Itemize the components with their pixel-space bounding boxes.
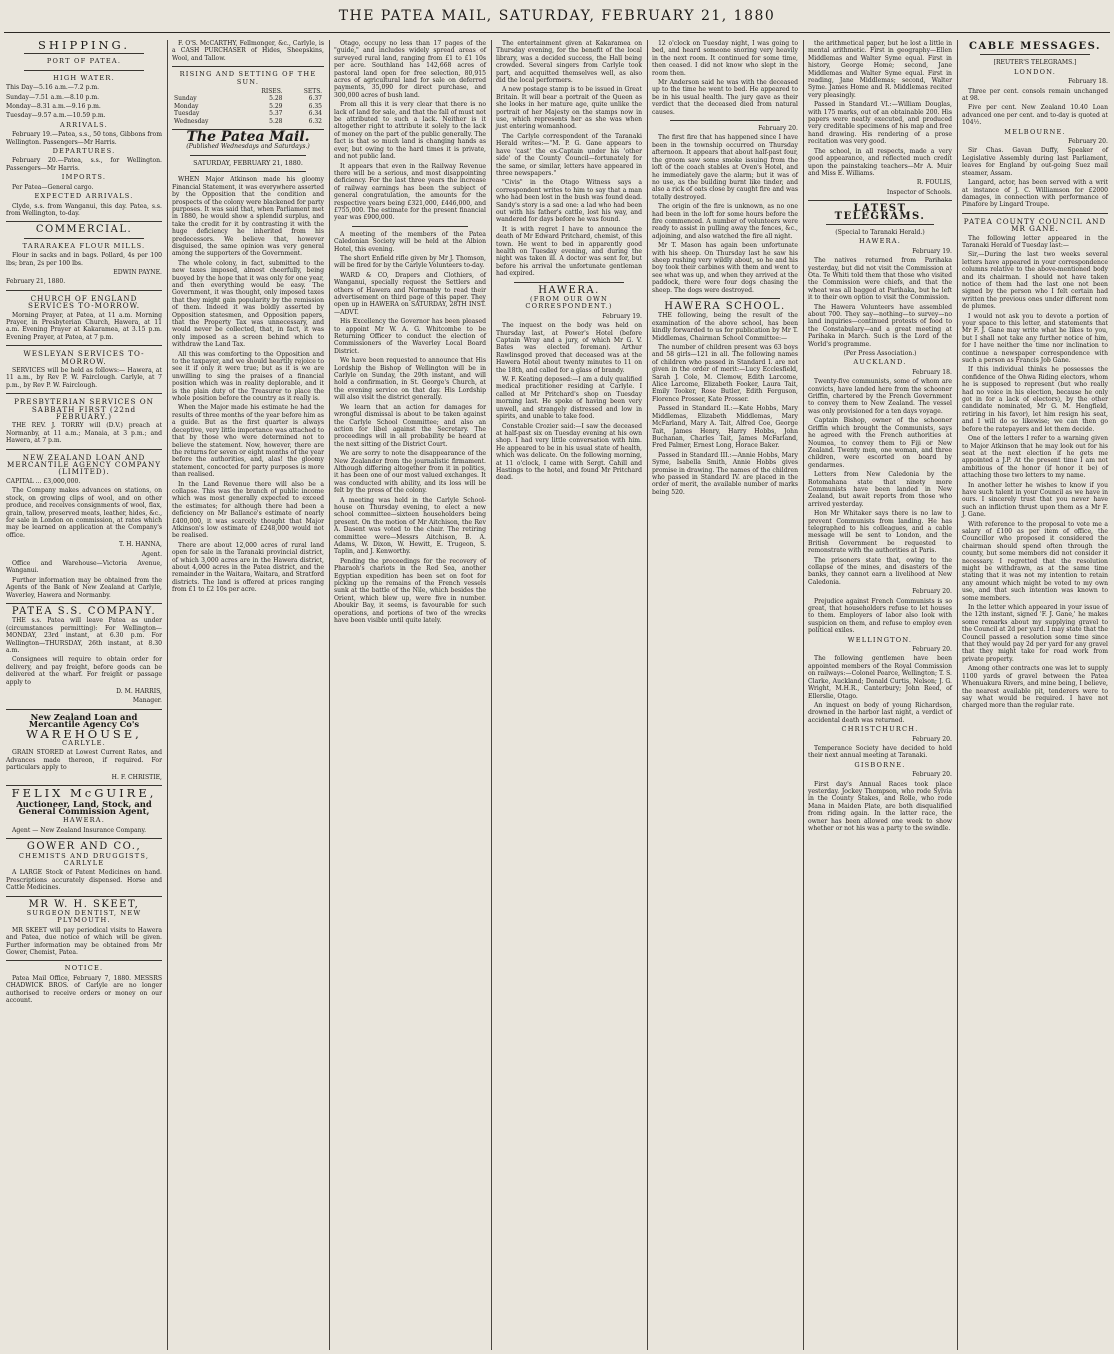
news-date: February 20.	[912, 771, 952, 779]
column-2	[168, 40, 328, 1350]
news-item: We learn that an action for damages for wrongful dismissal is about to be taken against the Carlyle School Committee; and also an action for libel against the Secretary. The proceedings will in all probability be heard at the next sitting of the District Court.	[334, 403, 486, 448]
presbyterian-text: THE REV. J. TORRY will (D.V.) preach at Normanby, at 11 a.m.; Manaia, at 3 p.m.; and Hawera, at 7 p.m.	[6, 422, 162, 445]
news-date: February 18.	[912, 368, 952, 376]
news-date: February 20.	[912, 646, 952, 654]
letter-paragraph: Sir,—During the last two weeks several letters have appeared in your correspondence columns relative to the above-mentioned body and its chairman. I should not have taken notice of them had the last one not been signed by the person who I felt certain had written the previous ones under different nom de plumes.	[962, 251, 1108, 311]
nz-loan-text: The Company makes advances on stations, on stock, on growing clips of wool, and on other produce, and receives consignments of wool, flax, grain, tallow, preserved meats, leather, hides, &c., for sale in London on commission, at rates which may be learned on application at the Company's office.	[6, 487, 163, 539]
divider	[6, 896, 162, 897]
divider	[826, 224, 934, 225]
news-item: His Excellency the Governor has been pleased to appoint Mr W. A. G. Whitcombe to be Returning Officer to conduct the election of Commissioners of the Waverley Local Board District.	[334, 318, 486, 355]
patea-ss-signature: D. M. HARRIS,	[116, 688, 162, 696]
news-item: The Hawera Volunteers have assembled about 700. They say—nothing—to survey—no land inquiries—continued protests of food to the Constabulary—and a great meeting at Parihaka in March. Such is the Lord of the World's programme.	[808, 303, 952, 348]
cable-subheading: [REUTER'S TELEGRAMS.]	[993, 59, 1077, 67]
news-item: Mr Anderson said he was with the deceased up to the time he went to bed. He appeared to be in his usual health. The jury gave as their verdict that the deceased died from natural causes.	[652, 79, 798, 116]
divider	[190, 171, 306, 172]
news-item: W. F. Keating deposed:—I am a duly qualified medical practitioner residing at Carlyle. I called at Mr Pritchard's shop on Tuesday morning last. He spoke of having been very unwell, and strangely distressed and low in spirits, and unable to take food.	[496, 376, 642, 421]
news-item: 12 o'clock on Tuesday night, I was going to bed, and heard someone snoring very heavily in the next room. It continued for some time, then ceased. I did not know who slept in the room then.	[652, 40, 798, 77]
news-item: Hon Mr Whitaker says there is no law to prevent Communists from landing. He has telegraphed to his colleagues, and a cable message will be sent to London, and the British Government be requested to remonstrate with the authorities at Paris.	[808, 510, 952, 555]
grain-signature: H. F. CHRISTIE,	[111, 773, 162, 781]
flour-signature: EDWIN PAYNE.	[113, 268, 162, 276]
nz-loan-more: Further information may be obtained from the Agents of the Bank of New Zealand at Carlyle, Waverley, Hawera and Normanby.	[6, 576, 162, 599]
news-item: Pending the proceedings for the recovery of Pharaoh's chariots in the Red Sea, another Egyptian expedition has been set on foot for picking up the remains of the French vessels sunk at the battle of the Nile, which besides the Orient, which blew up, were five in number. Aboukir Bay, it seems, is favourable for such operations, and portions of two of the wrecks have been visible until quite lately.	[334, 557, 486, 625]
inspector-signature: R. FOULIS,	[916, 179, 952, 187]
skeet-subheading: SURGEON DENTIST, NEW PLYMOUTH.	[26, 908, 142, 925]
skeet-heading: MR W. H. SKEET,	[28, 898, 140, 910]
table-header	[172, 88, 240, 95]
letter-paragraph: If this individual thinks he possesses the confidence of the Ohwa Riding electors, whom he is supposed to represent (but who really had no voice in his election, because he only got in for a lack of electors), by the other candidate nominated, Mr G. M. Hengfield, retiring in his favor), let him resign his seat, and I will do so likewise; we can then go before the ratepayers and let them decide.	[962, 366, 1108, 433]
news-item: Prejudice against French Communists is so great, that householders refuse to let houses to them. Employers of labor also look with suspicion on them, and refuse to employ even political exiles.	[808, 597, 952, 635]
news-item: The Carlyle correspondent of the Taranaki Herald writes:—"M. P. G. Gane appears to have 'cast' the ex-Captain under his 'other side' of the County Council—fortunately for the same, or similar, letters have appeared in three newspapers."	[496, 132, 642, 177]
mccarthy-advert: F. O'S. McCARTHY, Fellmonger, &c., Carlyle, is a CASH PURCHASER of Hides, Sheepskins, Wool, and Tallow.	[172, 40, 324, 62]
article-paragraph: From all this it is very clear that there is no lack of land for sale, and that the fall of must not be attributed to such a lack. Neither is it altogether right to attribute it solely to the lack of money on the part of the public generally. The fact is that so much land is changing hands as ever, but owing to the hard times it is private, and not public land.	[334, 101, 486, 161]
news-item: Constable Crozier said:—I saw the deceased at half-past six on Tuesday evening at his own shop. I had very little conversation with him. He appeared to be in his usual state of health, which was delicate. On the following morning, at 11 o'clock, I came with Sergt. Cahill and Hastings to the hotel, and found Mr Pritchard dead.	[496, 422, 642, 482]
news-item: An inquest on body of young Richardson, drowned in the harbor last night, a verdict of accidental death was returned.	[808, 701, 952, 724]
news-item: Langard, actor, has been served with a writ at instance of J. C. Williamson for £2000 damages, in connection with performance of Pinafore by Lingard Troupe.	[962, 179, 1108, 209]
divider	[6, 345, 162, 346]
port-heading: PORT OF PATEA.	[46, 57, 122, 66]
hawera-heading: HAWERA.	[538, 284, 600, 296]
sun-table	[172, 88, 324, 125]
nz-loan-warehouse-heading: New Zealand Loan and Mercantile Agency Co's	[28, 711, 140, 730]
nz-loan-capital: CAPITAL ... £3,000,000.	[6, 477, 81, 485]
column-6	[804, 40, 956, 1350]
high-water-heading: HIGH WATER.	[53, 73, 115, 82]
nz-loan-signature: T. H. HANNA,	[119, 541, 162, 549]
letter-paragraph: In another letter he wishes to know if you have such talent in your Council as we have in ours. I sincerely trust that you never have such an infliction thrust upon them as a Mr F. J. Gane.	[962, 481, 1108, 519]
high-water-line: Tuesday—9.57 a.m.—10.59 p.m.	[6, 112, 106, 120]
news-item: Temperance Society have decided to hold their next annual meeting at Taranaki.	[808, 744, 952, 760]
table-cell: Sunday	[174, 95, 197, 103]
column-7	[958, 40, 1112, 1350]
felix-heading: FELIX McGUIRE,	[11, 786, 157, 801]
news-date: February 19.	[912, 247, 952, 255]
paper-subtitle: (Published Wednesdays and Saturdays.)	[186, 143, 310, 151]
table-cell: 5.28	[269, 95, 283, 103]
divider	[6, 709, 162, 710]
expected-text: Clyde, s.s. from Wanganui, this day. Patea, s.s. from Wellington, to-day.	[6, 202, 162, 217]
news-item: We have been requested to announce that His Lordship the Bishop of Wellington will be in Carlyle on Sunday, the 29th instant, and will hold a confirmation, in St. George's Church, at the evening service on that day. His Lordship will also visit the district generally.	[334, 357, 486, 402]
news-item: WARD & CO, Drapers and Clothiers, of Wanganui, specially request the Settlers and others of Hawera and Normanby to read their advertisement on third page of this paper. They open up in HAWERA on SATURDAY, 28TH INST.—ADVT.	[334, 271, 486, 316]
divider	[24, 238, 144, 239]
table-cell: 6.37	[308, 95, 322, 103]
divider	[670, 120, 780, 121]
table-row	[172, 110, 324, 117]
table-row	[172, 103, 324, 110]
divider	[980, 54, 1090, 55]
hawera-date: February 19.	[602, 312, 642, 320]
telegrams-heading: LATEST TELEGRAMS.	[834, 203, 926, 222]
news-item: "Civis" in the Otago Witness says a correspondent writes to him to say that a man who had been lost in the bush was found dead. Sandy's story is a sad one: a lad who had been out with his father's cattle, lost his way, and wandered for days before he was found.	[496, 179, 642, 224]
divider	[670, 298, 780, 299]
news-item: The short Enfield rifle given by Mr J. Thomson, will be fired for by the Carlyle Volunteers to-day.	[334, 254, 486, 270]
table-cell: 6.35	[308, 102, 322, 110]
divider	[24, 70, 144, 71]
news-item: The following gentlemen have been appointed members of the Royal Commission on railways:—Colonel Pearce, Wellington; T. S. Clarke, Auckland; Donald Curtis, Nelson; J. G. Wright, M.H.R., Canterbury; John Reed, of Ellerslie, Otago.	[808, 655, 952, 700]
nz-loan-signature-title: Agent.	[141, 550, 162, 558]
hawera-subheading: (FROM OUR OWN CORRESPONDENT.)	[525, 295, 613, 311]
divider	[24, 53, 144, 54]
patea-ss-signature-title: Manager.	[132, 697, 162, 705]
table-cell: Tuesday	[174, 110, 200, 118]
masthead: THE PATEA MAIL, SATURDAY, FEBRUARY 21, 1880	[338, 8, 776, 24]
divider	[6, 960, 162, 961]
leader-paragraph: There are about 12,000 acres of rural land open for sale in the Taranaki provincial district, of which 3,000 acres are in the Hawera district, about 4,000 acres in the Patea district, and the remainder in the Waitara, Waitara, and Stratford districts. The land is offered at prices ranging from £1 to £2 10s per acre.	[172, 541, 324, 594]
hawera-heading: HAWERA.	[858, 237, 902, 246]
leader-paragraph: WHEN Major Atkinson made his gloomy Financial Statement, it was everywhere asserted by the Opposition that the condition and prospects of the colony were blackened for party purposes. It was said that, when Parliament met in 1880, he would show a splendid surplus, and take the credit for it by contrasting it with the huge deficiency he inherited from his predecessors. We believe that, however disguised, the same opinion was very general among the supporters of the Government.	[172, 176, 324, 258]
patea-ss-more: Consignees will require to obtain order for delivery, and pay freight, before goods can be delivered at the wharf. For freight or passage apply to	[6, 656, 162, 686]
news-item: It is with regret I have to announce the death of Mr Edward Pritchard, chemist, of this town. He went to bed in apparently good health on Tuesday evening, and during the night was taken ill. A doctor was sent for, but before his arrival the unfortunate gentleman had expired.	[496, 225, 642, 278]
church-text: Morning Prayer, at Patea, at 11 a.m. Morning Prayer, in Presbyterian Church, Hawera, at 11 a.m. Evening Prayer at Kakaramea, at 3.15 p.m. Evening Prayer, at Patea, at 7 p.m.	[6, 311, 162, 341]
telegrams-subheading: (Special to Taranaki Herald.)	[835, 228, 925, 236]
auckland-heading: AUCKLAND.	[853, 358, 907, 367]
patea-ss-text: THE s.s. Patea will leave Patea as under (circumstances permitting): For Wellington—MONDAY, 23rd instant, at 6.30 p.m. For Wellington—THURSDAY, 26th instant, at 8.30 a.m.	[6, 617, 162, 654]
news-item: THE following, being the result of the examination of the above school, has been kindly forwarded to us for publication by Mr T. Middlemas, Chairman School Committee:—	[652, 312, 798, 342]
divider	[172, 66, 324, 67]
commercial-heading: COMMERCIAL.	[35, 224, 133, 236]
news-item: A meeting of the members of the Patea Caledonian Society will be held at the Albion Hotel, this evening.	[334, 230, 486, 253]
skeet-text: MR SKEET will pay periodical visits to Hawera and Patea, due notice of which will be given. Further information may be obtained from Mr Gower, Chemist, Patea.	[6, 926, 162, 956]
patea-ss-heading: PATEA S.S. COMPANY.	[11, 605, 157, 617]
divider	[6, 838, 162, 839]
high-water-line: Monday—8.31 a.m.—9.16 p.m.	[6, 103, 101, 111]
divider	[6, 290, 162, 291]
paper-title: The Patea Mail.	[186, 129, 310, 146]
divider	[514, 282, 624, 283]
warehouse-heading: WAREHOUSE,	[26, 726, 142, 741]
divider	[808, 200, 952, 201]
news-item: Passed in Standard III.:—Annie Hobbs, Mary Syme, Isabella Smith, Annie Hobbs gives promise in drawing. The names of the children who passed in Standard IV. are placed in the order of merit, the available number of marks being 520.	[652, 451, 798, 496]
letter-paragraph: The following letter appeared in the Taranaki Herald of Tuesday last:—	[962, 234, 1108, 249]
news-item: Letters from New Caledonia by the Rotomahana state that ninety more Communists have been landed in New Zealand, but await reports from those who arrived yesterday.	[808, 471, 952, 508]
felix-agent: Agent — New Zealand Insurance Company.	[12, 826, 147, 834]
news-item: The number of children present was 63 boys and 58 girls—121 in all. The following names of children who passed in Standard I. are not given in the order of merit:—Lucy Ecclesfield, Sarah J. Cole, M. Clemow, Edith Larcome, Alice Larcome, Elizabeth Fooker, Laura Tait, Emily Tooker, Rose Butler, Edith Ferguson, Florence Prosser, Kate Prosser.	[652, 344, 798, 403]
nz-loan-heading: NEW ZEALAND LOAN AND MERCANTILE AGENCY COMPANY (LIMITED).	[6, 452, 162, 477]
arrivals-text: February 19.—Patea, s.s., 50 tons, Gibbons from Wellington. Passengers—Mr Harris.	[6, 131, 162, 146]
letter-paragraph: One of the letters I refer to a warning given to Major Atkinson that he may look out for his seat at the next election if he gets me appointed a J.P. At the present time I am not ambitious of the honor (if honor it be) of attaching those two letters to my name.	[962, 435, 1108, 480]
letter-paragraph: With reference to the proposal to vote me a salary of £100 as per item of office, the Councillor who proposed it considered the chairman should spend often through the county, but some members did not consider it necessary. I regretted that the resolution might be withdrawn, as at the same time stating that it was not my intention to retain any amount which might be voted to my own use, and that such intention was known to some members.	[962, 520, 1108, 602]
divider	[6, 221, 162, 222]
news-item: The first fire that has happened since I have been in the township occurred on Thursday afternoon. It appears that about half-past four, the groom saw some smoke issuing from the loft of the coach stables at Oven's Hotel, and he immediately gave the alarm; but it was of no use, as the building burnt like tinder, and also a rick of oats close by caught fire and was totally destroyed.	[652, 134, 798, 201]
gisborne-heading: GISBORNE.	[854, 760, 906, 769]
gower-text: A LARGE Stock of Patent Medicines on hand. Prescriptions accurately dispensed. Horse and Cattle Medicines.	[6, 869, 162, 892]
flour-heading: TARARAKEA FLOUR MILLS.	[22, 241, 146, 250]
divider	[6, 393, 162, 394]
news-item: Twenty-five communists, some of whom are convicts, have landed here from the schooner Griffin, chartered by the French Government to convey them to New Zealand. The vessel was only provisioned for a ten days voyage.	[808, 378, 952, 415]
divider	[190, 155, 306, 156]
article-paragraph: Otago, occupy no less than 17 pages of the "guide," and includes widely spread areas of surveyed rural land, ranging from £1 to £1 10s per acre. Southland has 142,668 acres of pastoral land open for free selection, 80,915 acres of agricultural land for sale on deferred payments, 35,090 for direct purchase, and 300,000 acres of bush land.	[334, 40, 486, 99]
news-item: Passed in Standard VI.:—William Douglas, with 175 marks, out of an obtainable 200. His papers were neatly executed, and produced very creditable specimens of his map and free hand drawing. His rendering of a prose recitation was very good.	[808, 101, 952, 146]
news-item: Passed in Standard II.:—Kate Hobbs, Mary Middlemas, Elizabeth Middlemas, Mary McFarland, Mary A. Tait, Alfred Coe, George Tait, James Henry, Harry Hobbs, John Buchanan, Charles Tait, James McFarland, Fred Palmer, Ernest Long, Horace Baker.	[652, 405, 798, 450]
departures-text: February 20.—Patea, s.s., for Wellington. Passengers—Mr Harris.	[6, 157, 162, 172]
sun-table-heading: RISING AND SETTING OF THE SUN.	[179, 70, 317, 86]
news-date: February 20.	[758, 125, 798, 133]
letter-paragraph: Among other contracts one was let to supply 1100 yards of gravel between the Patea Whenuakura Rivers, and mine being, I believe, the nearest available pit, tenderers were to say what would be required. I have not charged more than the regular rate.	[962, 665, 1108, 710]
news-item: Captain Bishop, owner of the schooner Griffin which brought the Communists, says he agreed with the French authorities at Noumea, to convey them to Fiji or New Zealand. Twenty men, one woman, and three children, were escorted on board by gendarmes.	[808, 417, 952, 469]
school-heading: HAWERA SCHOOL.	[664, 301, 786, 312]
imports-text: Per Patea—General cargo.	[12, 183, 94, 191]
table-cell: Wednesday	[174, 117, 209, 125]
news-item: the arithmetical paper, but he lost a little in mental arithmetic. First in geography—Ellen Middlemas and Walter Syme equal. First in history, George Home; second, Jane Middlemas and Walter Syme equal. First in reading, Jane Middlemas; second, Walter Syme. James Home and R. Middlemas recited very pleasingly.	[808, 40, 952, 99]
wesleyan-heading: WESLEYAN SERVICES TO-MORROW.	[23, 349, 145, 366]
table-cell: 5.29	[269, 102, 283, 110]
notice-heading: NOTICE.	[64, 964, 104, 973]
imports-heading: IMPORTS.	[61, 173, 107, 182]
high-water-line: This Day—5.16 a.m.—7.2 p.m.	[6, 84, 100, 92]
flour-text: Flour in sacks and in bags. Pollard, 4s per 100 lbs; bran, 2s per 100 lbs.	[6, 252, 162, 267]
letter-paragraph: In the letter which appeared in your issue of the 12th instant, signed 'F. J. Gane,' he makes some remarks about my supplying gravel to the Council at 2d per yard. I may state that the Council passed a resolution some time since that they would pay 2d per yard for any gravel that they might take for road work from private property.	[962, 604, 1108, 663]
news-item: A meeting was held in the Carlyle School-house on Thursday evening, to elect a new school committee—sixteen householders being present. On the motion of Mr Aitchison, the Rev A. Dasent was voted to the chair. The retiring committee were—Messrs Aitchison, B. A. Adams, W. Dixon, W. Hewitt, E. Trugeon, S. Taplin, and J. Kenworthy.	[334, 496, 486, 556]
table-row	[172, 88, 324, 95]
flour-date: February 21, 1880.	[6, 278, 66, 286]
column-3	[330, 40, 490, 1350]
wellington-heading: WELLINGTON.	[847, 635, 913, 644]
leader-paragraph: All this was comforting to the Opposition and to the taxpayer, and we should heartily rejoice to see it if only it were true; but as it is we are unwilling to sing the praises of a financial position which was in reality deplorable, and it is the plain duty of the Treasurer to place the whole position before the country as it really is.	[172, 350, 324, 403]
high-water-line: Sunday—7.51 a.m.—8.10 p.m.	[6, 93, 100, 101]
news-item: Mr T. Mason has again been unfortunate with his sheep. On Thursday last he saw his sheep rushing very wildly about, so he and his boy took their carbines with them and went to see what was up, and when they arrived at the paddock, there were four dogs chasing the sheep. The dogs were destroyed.	[652, 242, 798, 294]
gower-heading: GOWER AND CO.,	[26, 841, 142, 853]
news-item: The inquest on the body was held on Thursday last, at Power's Hotel (before Captain Wray and a jury, of which Mr G. V. Bates was elected foreman). Arthur Rawlinsgod proved that deceased was at the Hawera Hotel about twenty minutes to 11 on the 18th, and called for a glass of brandy.	[496, 322, 642, 374]
wesleyan-text: SERVICES will be held as follows:— Hawera, at 11 a.m., by Rev P. W. Fairclough. Carlyle, at 7 p.m., by Rev P. W. Fairclough.	[6, 367, 162, 389]
news-date: February 18.	[1068, 78, 1108, 86]
news-item: Sir Chas. Gavan Duffy, Speaker of Legislative Assembly during last Parliament, leaves for England by out-going Suez mail steamer, Assam.	[962, 147, 1108, 177]
melbourne-heading: MELBOURNE.	[1004, 127, 1066, 136]
table-row	[172, 95, 324, 102]
table-row	[172, 118, 324, 125]
divider	[6, 603, 162, 604]
table-cell: 6.32	[308, 117, 322, 125]
article-paragraph: It appears that even in the Railway Revenue there will be a serious, and most disappointing deficiency. For the last three years the increase of railway earnings has been the subject of general congratulation, the amounts for the respective years being £321,000, £446,000, and £755,000. The estimate for the present financial year was £900,000.	[334, 162, 486, 222]
letter-paragraph: I would not ask you to devote a portion of your space to this letter, and statements that Mr F. J. Gane may write what he likes to you, but I shall not take any further notice of him, for I have neither the time nor inclination to continue a newspaper correspondence with such a person as Francis Job Gane.	[962, 312, 1108, 365]
divider	[352, 226, 468, 227]
news-item: Three per cent. consols remain unchanged at 98.	[962, 87, 1108, 103]
carlyle-heading: CARLYLE.	[62, 739, 106, 748]
news-item: First day's Annual Races took place yesterday. Jockey Thompson, who rode Sylvia in the County Stakes, and Rolle, who rode Mana in Maiden Plate, are both disqualified from riding again. In the latter race, the owner has been allowed one week to show whether or not his was a party to the swindle.	[808, 780, 952, 832]
news-item: The entertainment given at Kakaramea on Thursday evening, for the benefit of the local library, was a decided success, the Hall being crowded. Several singers from Carlyle took part, and acquitted themselves well, as also did the local performers.	[496, 40, 642, 85]
shipping-heading: SHIPPING.	[38, 40, 130, 52]
gower-subheading: CHEMISTS AND DRUGGISTS, CARLYLE	[18, 851, 150, 867]
column-1	[2, 40, 166, 1350]
inspector-title: Inspector of Schools.	[886, 188, 952, 196]
felix-place: HAWERA.	[62, 816, 106, 825]
news-item: The prisoners state that, owing to the collapse of the mines, and disasters of the banks, they cannot earn a livelihood at New Caledonia.	[808, 556, 952, 586]
leader-paragraph: When the Major made his estimate he had the results of three months of the year before him as a guide. But as the first quarter is always deceptive, very little importance was attached to that by those who were determined not to believe the statement. Now, however, there are the returns for seven or eight months of the year before the authorities, and, alas! the gloomy statement, concocted for party purposes is more than realised.	[172, 404, 324, 479]
presbyterian-heading: PRESBYTERIAN SERVICES ON SABBATH FIRST (22nd FEBRUARY.)	[14, 397, 154, 422]
table-cell: 6.34	[308, 110, 322, 118]
felix-title: Auctioneer, Land, Stock, and General Commission Agent,	[16, 798, 152, 816]
christchurch-heading: CHRISTCHURCH.	[841, 725, 919, 734]
press-association: (Per Press Association.)	[843, 350, 917, 358]
leader-paragraph: In the Land Revenue there will also be a collapse. This was the branch of public income which was most generally expected to exceed the estimates; for although there had been a deficiency on Mr Ballance's estimate of nearly £400,000, it was scarcely thought that Major Atkinson's low estimate of £248,000 would not be realised.	[172, 480, 324, 540]
paper-date: SATURDAY, FEBRUARY 21, 1880.	[193, 158, 303, 167]
divider	[6, 449, 162, 450]
table-header: SETS.	[303, 88, 322, 96]
news-item: A new postage stamp is to be issued in Great Britain. It will bear a portrait of the Queen as she looks in her mature age, quite unlike the portrait of her Majesty on the stamps now in use, which represents her as she was when just entering womanhood.	[496, 86, 642, 131]
arrivals-heading: ARRIVALS.	[60, 120, 108, 129]
news-item: The origin of the fire is unknown, as no one had been in the loft for some hours before the fire commenced. A number of volunteers were ready to assist in pulling away the fences, &c., adjoining, and also watched the fire all night.	[652, 203, 798, 240]
table-cell: 5.28	[269, 117, 283, 125]
london-heading: LONDON.	[1013, 67, 1057, 76]
cable-heading: CABLE MESSAGES.	[969, 41, 1101, 52]
expected-heading: EXPECTED ARRIVALS.	[34, 192, 134, 201]
leader-paragraph: The whole colony, in fact, submitted to the new taxes imposed, almost cheerfully, being buoyed by the hope that it was only for one year, and then everything would be easy. The Government, it was thought, only imposed taxes that they might gain popularity by the remission of them. Indeed it was boldly asserted by Opposition statesmen, and Opposition papers, that the Property Tax was unnecessary, and would never be collected, that, in fact, it was only imposed as a screen behind which to withdraw the Land Tax.	[172, 259, 324, 349]
grain-text: GRAIN STORED at Lowest Current Rates, and Advances made thereon, if required. For particulars apply to	[6, 749, 162, 772]
table-cell: Monday	[174, 102, 199, 110]
news-date: February 20.	[1068, 138, 1108, 146]
masthead-rule	[4, 32, 1110, 33]
departures-heading: DEPARTURES.	[52, 147, 116, 156]
column-4	[492, 40, 646, 1350]
column-5	[648, 40, 802, 1350]
church-heading: CHURCH OF ENGLAND SERVICES TO-MORROW.	[27, 293, 141, 311]
council-heading: PATEA COUNTY COUNCIL AND MR GANE.	[963, 216, 1107, 234]
news-date: February 20.	[912, 588, 952, 596]
news-item: Five per cent. New Zealand 10.40 Loan advanced one per cent. and to-day is quoted at 104½.	[962, 104, 1108, 127]
news-item: The natives returned from Parihaka yesterday, but did not visit the Commission at Ota. Te Whiti told them that those who visited the Commission were chiefs, and that the wheat was all bagged at Parihaka, but he left it to their own option to visit the Commission.	[808, 257, 952, 302]
divider	[962, 213, 1108, 214]
table-cell: 5.37	[269, 110, 283, 118]
news-item: We are sorry to note the disappearance of the New Zealander from the journalistic firmament. Although differing altogether from it in politics, it has been one of our most valued exchanges. It was conducted with ability, and its loss will be felt by the press of the colony.	[334, 450, 486, 495]
table-header: RISES.	[261, 88, 283, 96]
news-item: The school, in all respects, made a very good appearance, and reflected much credit upon the painstaking teachers—Mr A. Muir and Miss E. Williams.	[808, 147, 952, 177]
nz-loan-office: Office and Warehouse—Victoria Avenue, Wanganui.	[6, 559, 162, 575]
notice-text: Patea Mail Office, February 7, 1880. MESSRS CHADWICK BROS. of Carlyle are no longer authorised to receive orders or money on our account.	[6, 974, 162, 1005]
news-date: February 20.	[912, 735, 952, 743]
